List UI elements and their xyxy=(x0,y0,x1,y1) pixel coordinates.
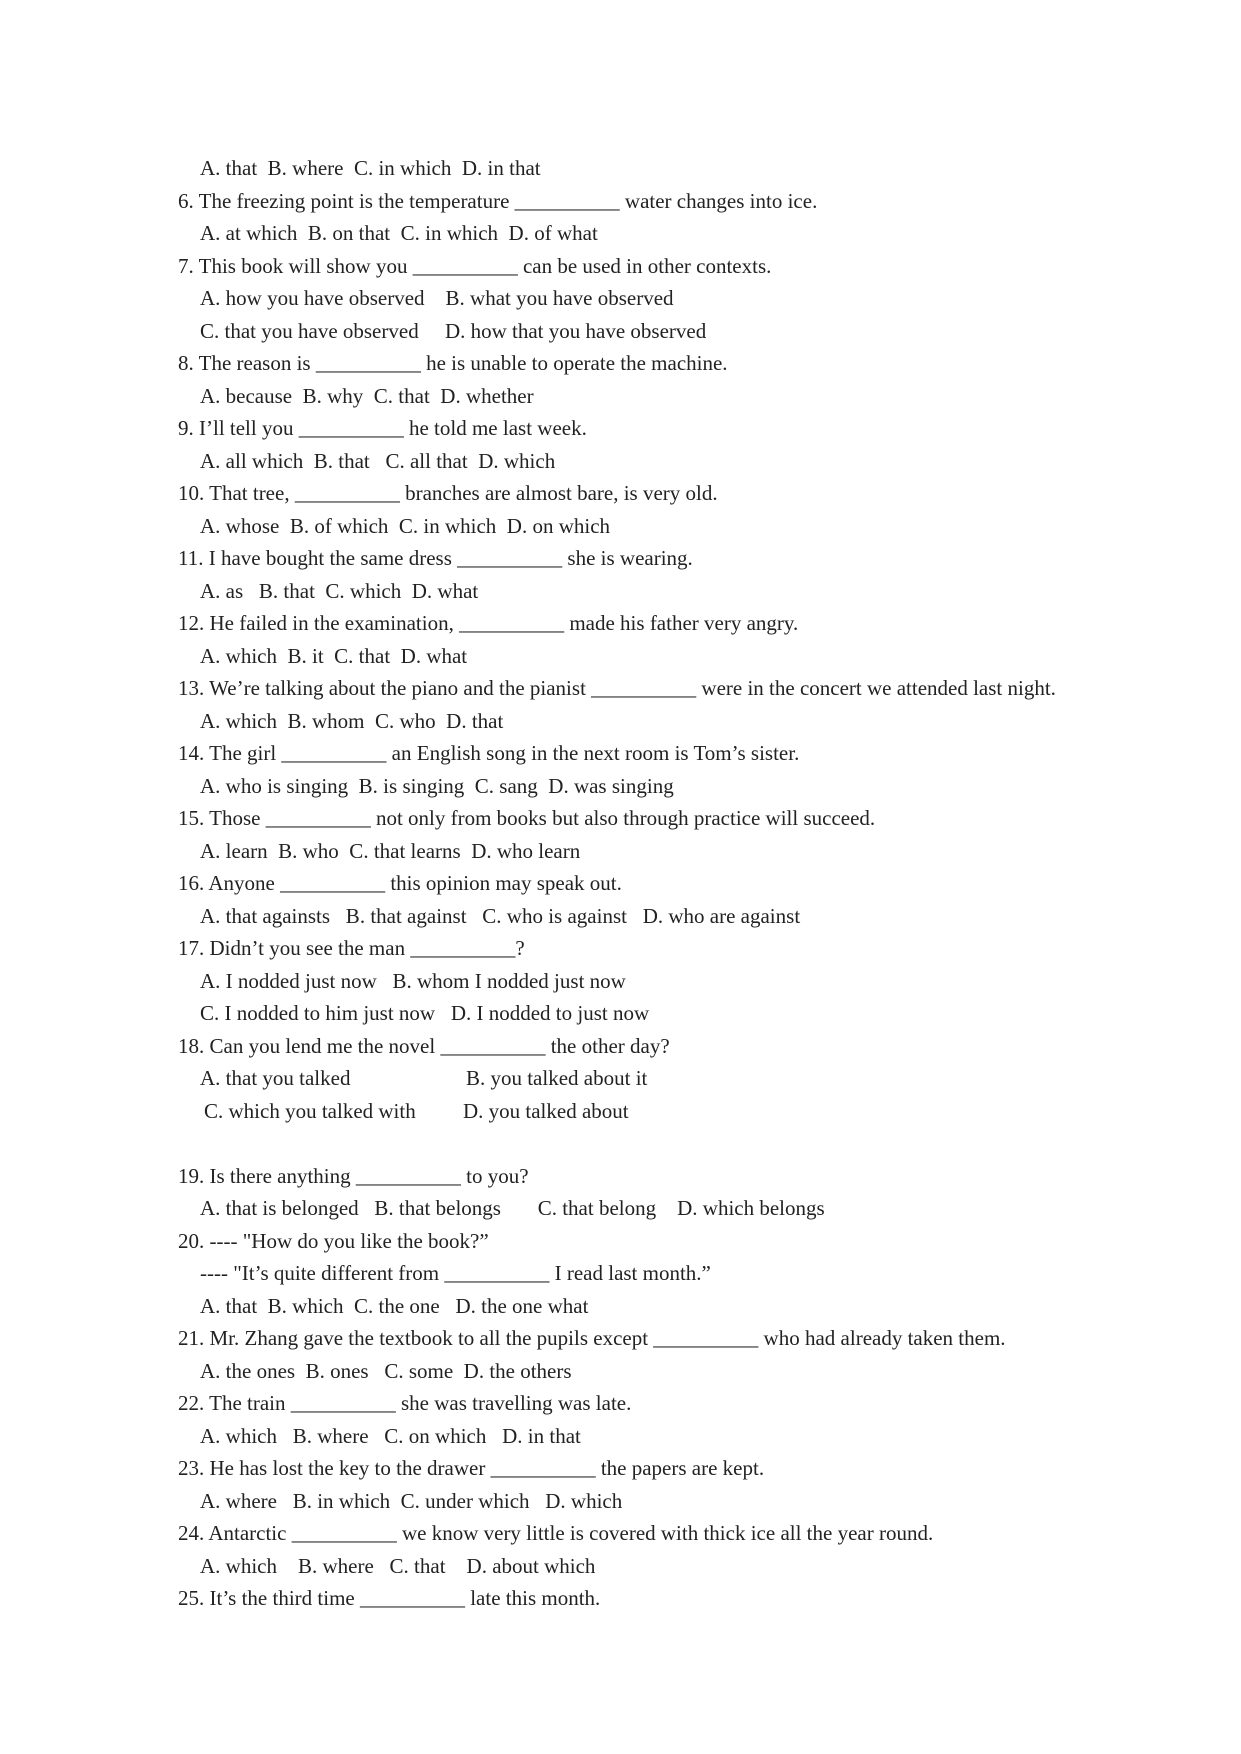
question-text: 20. ---- "How do you like the book?” xyxy=(178,1228,489,1253)
answer-options: A. that B. where C. in which D. in that xyxy=(200,156,541,180)
question-text: 15. Those __________ not only from books but also through practice will succeed. xyxy=(178,806,876,830)
answer-options: A. which B. where C. on which D. in that xyxy=(200,1423,581,1448)
question-text: 17. Didn’t you see the man __________? xyxy=(178,936,525,960)
answer-options: A. as B. that C. which D. what xyxy=(200,578,479,603)
answer-options: A. that you talked B. you talked about it xyxy=(200,1066,648,1090)
question-text: 7. This book will show you __________ can be used in other contexts. xyxy=(178,253,772,278)
question-text: 23. He has lost the key to the drawer __________ the papers are kept. xyxy=(178,1456,765,1480)
question-text: 11. I have bought the same dress __________ she is wearing. xyxy=(178,546,693,570)
question-text: 25. It’s the third time __________ late this month. xyxy=(178,1586,601,1610)
question-text: 6. The freezing point is the temperature __________ water changes into ice. xyxy=(178,188,818,213)
answer-options: A. I nodded just now B. whom I nodded just now xyxy=(200,968,626,993)
answer-options: A. how you have observed B. what you have observed xyxy=(200,286,674,310)
question-text: 9. I’ll tell you __________ he told me last week. xyxy=(178,416,587,440)
answer-options: A. because B. why C. that D. whether xyxy=(200,383,534,408)
question-text: ---- "It’s quite different from __________ I read last month.” xyxy=(200,1261,711,1285)
answer-options: A. that againsts B. that against C. who is against D. who are against xyxy=(200,903,801,928)
question-text: 8. The reason is __________ he is unable to operate the machine. xyxy=(178,351,728,375)
answer-options: A. the ones B. ones C. some D. the others xyxy=(200,1358,572,1383)
answer-options: C. which you talked with D. you talked about xyxy=(204,1098,629,1123)
question-text: 10. That tree, __________ branches are almost bare, is very old. xyxy=(178,481,718,505)
question-text: 13. We’re talking about the piano and the pianist __________ were in the concert we attended last night. xyxy=(178,676,1056,700)
answer-options: A. all which B. that C. all that D. which xyxy=(200,448,556,473)
question-text: 22. The train __________ she was travelling was late. xyxy=(178,1391,632,1415)
answer-options: A. which B. it C. that D. what xyxy=(200,643,468,668)
question-text: 24. Antarctic __________ we know very little is covered with thick ice all the year round. xyxy=(178,1521,934,1545)
answer-options: A. learn B. who C. that learns D. who learn xyxy=(200,838,581,863)
answer-options: A. which B. where C. that D. about which xyxy=(200,1553,596,1578)
question-text: 16. Anyone __________ this opinion may speak out. xyxy=(178,871,622,895)
answer-options: A. whose B. of which C. in which D. on which xyxy=(200,513,611,538)
question-text: 21. Mr. Zhang gave the textbook to all the pupils except __________ who had already taken them. xyxy=(178,1326,1006,1350)
answer-options: A. that is belonged B. that belongs C. that belong D. which belongs xyxy=(200,1196,825,1220)
answer-options: A. which B. whom C. who D. that xyxy=(200,708,504,733)
answer-options: A. that B. which C. the one D. the one what xyxy=(200,1293,589,1318)
answer-options: A. at which B. on that C. in which D. of what xyxy=(200,221,598,245)
answer-options: C. I nodded to him just now D. I nodded to just now xyxy=(200,1001,650,1025)
question-text: 12. He failed in the examination, __________ made his father very angry. xyxy=(178,611,799,635)
question-text: 14. The girl __________ an English song in the next room is Tom’s sister. xyxy=(178,741,800,765)
blank-line xyxy=(0,1127,1241,1160)
question-text: 18. Can you lend me the novel __________ the other day? xyxy=(178,1033,670,1058)
question-list xyxy=(0,152,1241,1615)
answer-options: C. that you have observed D. how that you have observed xyxy=(200,318,707,343)
question-text: 19. Is there anything __________ to you? xyxy=(178,1163,529,1188)
answer-options: A. where B. in which C. under which D. which xyxy=(200,1488,623,1513)
answer-options: A. who is singing B. is singing C. sang D. was singing xyxy=(200,773,674,798)
